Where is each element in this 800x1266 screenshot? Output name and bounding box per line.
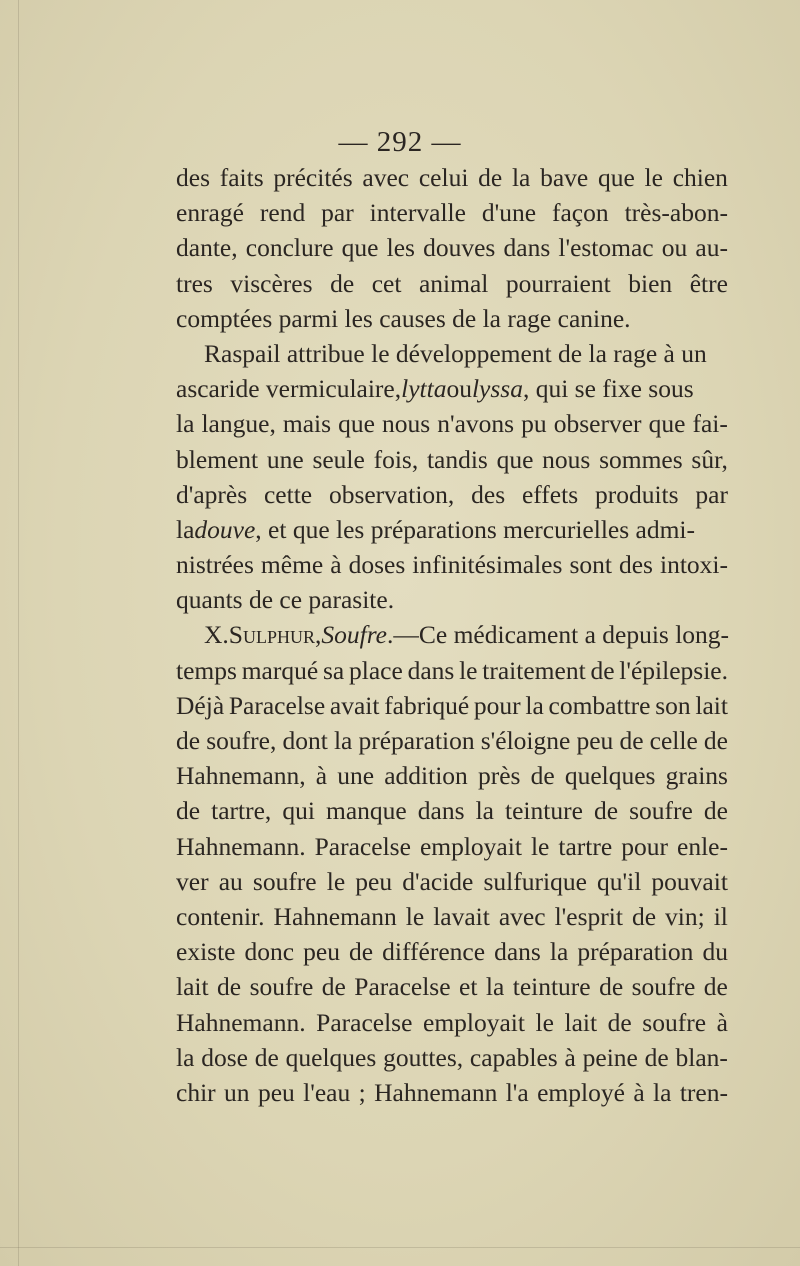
text-line: nistrées même à doses infinitésimales sont des intoxi- <box>176 550 728 580</box>
page-edge-left <box>18 0 19 1266</box>
text-line: dante, conclure que les douves dans l'estomac ou au- <box>176 233 728 263</box>
term-lytta: lytta <box>401 374 447 404</box>
text-line: Hahnemann, à une addition près de quelques grains <box>176 761 728 791</box>
text-line: de soufre, dont la préparation s'éloigne peu de celle de <box>176 726 728 755</box>
text-line: ladouve, et que les préparations mercurielles admi- <box>176 512 728 547</box>
page-number: — 292 — <box>338 126 462 158</box>
term-douve: douve <box>194 514 256 544</box>
text-line: de tartre, qui manque dans la teinture de soufre de <box>176 796 728 826</box>
text-line: ascaride vermiculaire,lyttaoulyssa, qui se fixe sous <box>176 371 728 406</box>
term-lyssa: lyssa <box>471 374 523 404</box>
text-line: quants de ce parasite. <box>176 585 395 615</box>
text-line: chir un peu l'eau ; Hahnemann l'a employé à la tren- <box>176 1077 728 1107</box>
text-line: Déjà Paracelse avait fabriqué pour la combattre son lait <box>176 690 728 720</box>
text-line: comptées parmi les causes de la rage canine. <box>176 303 631 333</box>
body-text <box>176 160 728 1110</box>
text-line: lait de soufre de Paracelse et la teinture de soufre de <box>176 972 728 1002</box>
text-line: blement une seule fois, tandis que nous sommes sûr, <box>176 444 728 474</box>
text-line: ver au soufre le peu d'acide sulfurique qu'il pouvait <box>176 866 728 896</box>
page-edge-bottom <box>0 1247 800 1248</box>
heading-sulphur: Sulphur <box>228 620 315 650</box>
paragraph-start-raspail: Raspail attribue le développement de la rage à un <box>204 338 707 368</box>
paragraph-start-sulphur: X.Sulphur,Soufre.—Ce médicament a depuis long- <box>176 617 728 652</box>
text-line: temps marqué sa place dans le traitement de l'épilepsie. <box>176 655 728 685</box>
heading-soufre: Soufre <box>321 620 388 650</box>
text-line: tres viscères de cet animal pourraient bien être <box>176 268 728 298</box>
text-line: existe donc peu de différence dans la préparation du <box>176 937 728 967</box>
text-line: des faits précités avec celui de la bave que le chien <box>176 163 728 192</box>
text-line: enragé rend par intervalle d'une façon très-abon- <box>176 198 728 228</box>
text-line: Hahnemann. Paracelse employait le tartre pour enle- <box>176 831 728 861</box>
text-line: contenir. Hahnemann le lavait avec l'esprit de vin; il <box>176 901 728 931</box>
text-line: la dose de quelques gouttes, capables à peine de blan- <box>176 1042 728 1072</box>
text-line: Hahnemann. Paracelse employait le lait de soufre à <box>176 1007 728 1037</box>
text-line: la langue, mais que nous n'avons pu observer que fai- <box>176 409 728 439</box>
text-line: d'après cette observation, des effets produits par <box>176 479 728 509</box>
